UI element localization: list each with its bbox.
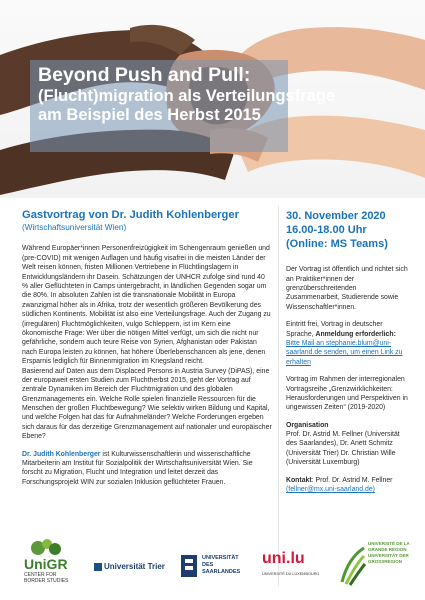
gr-line-2: GRANDE RÉGION (368, 547, 407, 552)
event-location: (Online: MS Teams) (286, 238, 388, 251)
event-details (286, 265, 411, 494)
saarland-line-3: SAARLANDES (202, 569, 241, 575)
speaker-affiliation: (Wirtschaftsuniversität Wien) (22, 223, 127, 233)
saarland-line-2: DES (202, 562, 214, 568)
organisation-heading: Organisation (286, 421, 329, 429)
title-line-3: am Beispiel des Herbst 2015 (38, 106, 261, 125)
saarland-crest-icon (180, 554, 198, 578)
gr-line-1: UNIVERSITÉ DE LA (368, 541, 410, 546)
entry-text: Eintritt frei, Vortrag in deutscher Sprache, (286, 321, 383, 338)
speaker-bio (22, 450, 272, 488)
saarland-line-1: UNIVERSITÄT (202, 555, 239, 561)
unilu-sub: UNIVERSITÉ DU LUXEMBOURG (262, 572, 320, 576)
event-date: 30. November 2020 (286, 210, 386, 222)
unilu-logo (262, 546, 322, 586)
unigr-circles-icon (30, 538, 64, 558)
contact-label: Kontakt (286, 476, 312, 484)
abstract-paragraph-2: Basierend auf Daten aus dem Displaced Persons in Austria Survey (DiPAS), eine der europaweit ersten Studien zum Fluchtherbst 2015, geht der Vortrag auf zentrale Dynamiken im Bereich der Fluchtmigration und des globalen Grenzmanagements ein. Welche Rolle spielen finanzielle Ressourcen für die Menschen der großen Fluchtbewegung? Wie selektiv wirken Bildung und Kapital, und welche Folgen hat das für Aufnahmeländer? Welche Forderungen ergeben sich daraus für das derzeitige Grenzmanagement auf nationaler und europäischer Ebene? (22, 367, 272, 441)
series-note: Vortrag im Rahmen der interregionalen Vortragsreihe „Grenzwirklichkeiten: Herausforderungen und Perspektiven in ungewissen Zeiten“ (2019-2020) (286, 376, 408, 412)
trier-logo (94, 562, 166, 582)
registration-label: Anmeldung erforderlich: (315, 330, 396, 338)
gr-line-4: GROSSREGION (368, 559, 403, 564)
saarland-logo (180, 552, 240, 588)
grande-region-logo (338, 536, 420, 594)
unigr-sub-2: BORDER STUDIES (24, 578, 69, 584)
trier-wordmark: Universität Trier (104, 562, 165, 571)
unigr-sub-1: CENTER FOR (24, 572, 57, 578)
hero-image (0, 0, 425, 198)
left-column (22, 209, 272, 495)
contact-email-link[interactable]: (fellner@mx.uni-saarland.de) (286, 486, 375, 494)
unilu-wordmark: uni.lu (262, 550, 305, 567)
registration-block (286, 320, 411, 367)
column-divider (278, 206, 279, 586)
registration-link[interactable]: Bitte Mail an stephanie.blum@uni-saarland.de senden, um einen Link zu erhalten (286, 339, 403, 366)
unigr-logo (14, 538, 86, 590)
bio-text: ist Kulturwissenschaftlerin und wissenschaftliche Mitarbeiterin am Institut für Sozialpolitik der Wirtschaftsuniversität Wien. Sie forscht zu Migration, Flucht und Integration und leitet derzeit das Forschungsprojekt WIN zur sozialen Inklusion geflüchteter Frauen. (22, 450, 253, 486)
speaker-heading: Gastvortrag von Dr. Judith Kohlenberger (22, 209, 239, 221)
contact-text: : Prof. Dr. Astrid M. Fellner (311, 476, 393, 484)
title-line-1: Beyond Push and Pull: (38, 64, 251, 86)
organisation-block (286, 421, 411, 468)
trier-mark-icon (94, 563, 102, 571)
contact-block (286, 476, 411, 495)
abstract (22, 244, 272, 487)
right-column (286, 209, 411, 502)
gr-line-3: UNIVERSITÄT DER (368, 553, 409, 558)
abstract-paragraph-1: Während Europäer*innen Personenfreizügigkeit im Schengenraum genießen und (pre-COVID) mit wenigen Auflagen und häufig visafrei in die meisten Länder der Welt reisen können, fristen Millionen Vertriebene in Flüchtlingslagern in Entwicklungsländern ihr Dasein. Schätzungen der UNHCR zufolge sind rund 40 % aller Geflüchteten in Camps untergebracht, in ländlichen Gegenden sogar um die 80%. In absoluten Zahlen ist die transnationale Mobilität in Europa zwanzigmal höher als in Afrika, trotz der wesentlich größeren Bevölkerung des südlichen Kontinents. Mobilität ist also eine Verteilungsfrage. Auch der Zugang zu (irregulären) Fluchtmöglichkeiten, vulgo Schleppern, ist im Kern eine ökonomische Frage: Wer über die nötigen Mittel verfügt, um sich die nicht nur gefährliche, sondern auch teure Reise von Syrien, Afghanistan oder Pakistan nach Europa leisten zu können, hat höhere Überlebenschancen als jene, denen Ersparnis lediglich für Binnenmigration im Kriegsland reicht. (22, 245, 271, 366)
event-time: 16.00-18.00 Uhr (286, 224, 367, 237)
grande-region-mark-icon (338, 546, 366, 586)
unigr-wordmark: UniGR (24, 556, 68, 572)
title-line-2: (Flucht)migration als Verteilungsfrage (38, 86, 336, 105)
organisation-text: Prof. Dr. Astrid M. Fellner (Universität des Saarlandes), Dr. Anett Schmitz (Universität Trier) Dr. Christian Wille (Universität Luxemburg) (286, 431, 400, 467)
audience-note: Der Vortrag ist öffentlich und richtet sich an Praktiker*innen der grenzüberschreitenden Zusammenarbeit, Studierende sowie Wissenschaftler*innen. (286, 266, 408, 311)
bio-name: Dr. Judith Kohlenberger (22, 450, 101, 458)
event-title (38, 64, 338, 125)
partner-logos (0, 532, 425, 600)
